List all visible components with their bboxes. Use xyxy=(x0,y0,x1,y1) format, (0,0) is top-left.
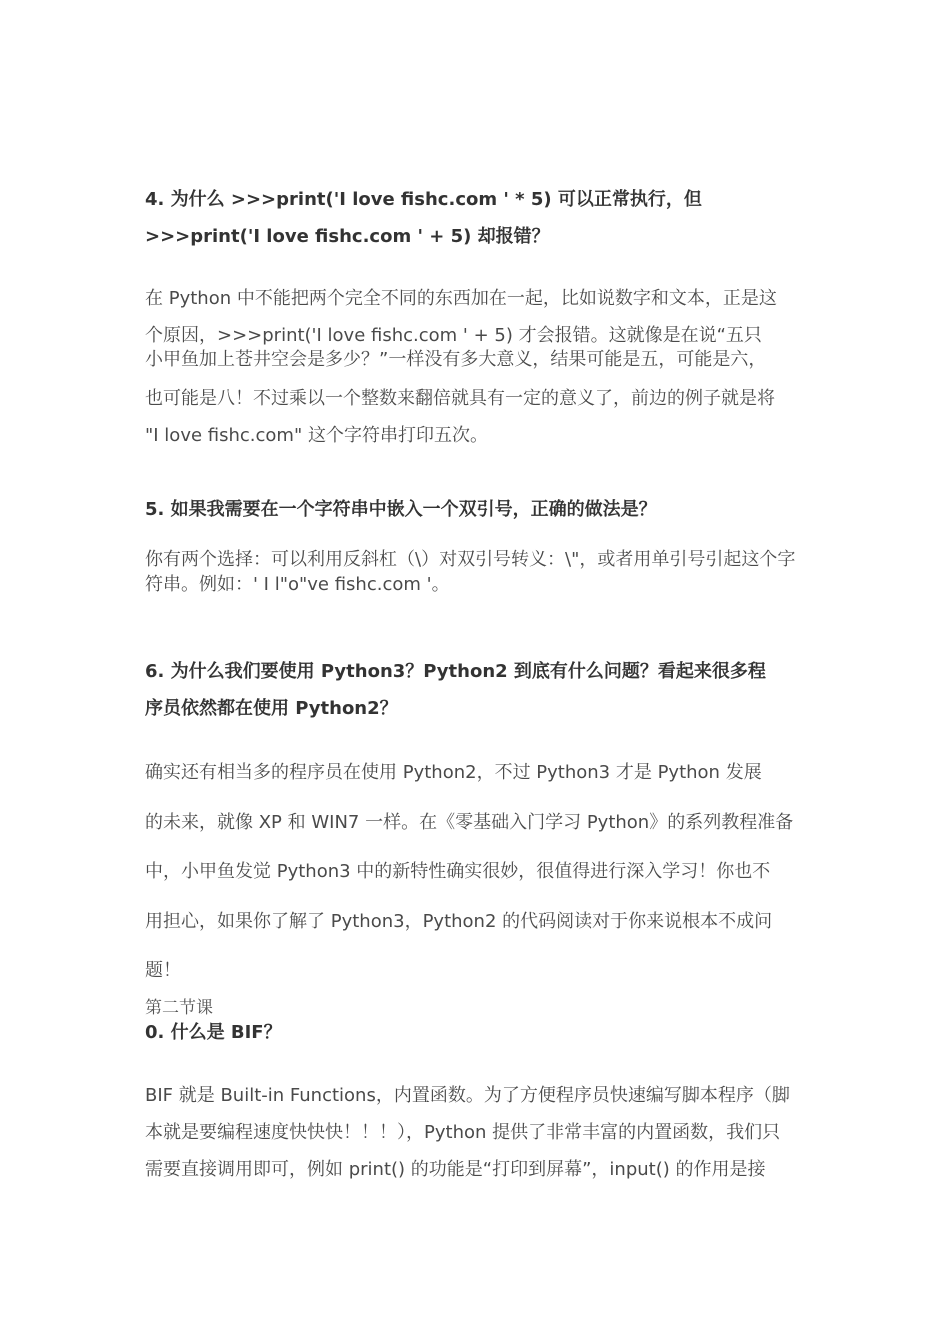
answer-5-line-2: 符串。例如：' I l"o"ve fishc.com '。 xyxy=(145,574,450,595)
question-6-line-2: 序员依然都在使用 Python2？ xyxy=(145,698,398,719)
question-5: 5. 如果我需要在一个字符串中嵌入一个双引号，正确的做法是？ xyxy=(145,499,657,520)
answer-6-line-4: 用担心，如果你了解了 Python3，Python2 的代码阅读对于你来说根本不成问 xyxy=(145,911,773,932)
answer-6-line-1: 确实还有相当多的程序员在使用 Python2，不过 Python3 才是 Python 发展 xyxy=(145,762,762,783)
answer-6-line-3: 中，小甲鱼发觉 Python3 中的新特性确实很妙，很值得进行深入学习！你也不 xyxy=(145,861,771,882)
answer-4-line-4: 也可能是八！不过乘以一个整数来翻倍就具有一定的意义了，前边的例子就是将 xyxy=(145,388,775,409)
question-4-line-2: >>>print('I love fishc.com ' + 5) 却报错？ xyxy=(145,226,550,247)
question-4-line-1: 4. 为什么 >>>print('I love fishc.com ' * 5) 可以正常执行，但 xyxy=(145,189,702,210)
question-6-line-1: 6. 为什么我们要使用 Python3？Python2 到底有什么问题？看起来很多程 xyxy=(145,661,766,682)
answer-4-line-2: 个原因，>>>print('I love fishc.com ' + 5) 才会报错。这就像是在说“五只 xyxy=(145,325,762,346)
answer-4-line-1: 在 Python 中不能把两个完全不同的东西加在一起，比如说数字和文本，正是这 xyxy=(145,288,777,309)
answer-0-line-1: BIF 就是 Built-in Functions，内置函数。为了方便程序员快速编写脚本程序（脚 xyxy=(145,1085,790,1106)
answer-6-line-5: 题！ xyxy=(145,960,181,981)
answer-6-line-2: 的未来，就像 XP 和 WIN7 一样。在《零基础入门学习 Python》的系列教程准备 xyxy=(145,812,794,833)
lesson-title: 第二节课 xyxy=(145,998,213,1018)
answer-0-line-2: 本就是要编程速度快快快！！！），Python 提供了非常丰富的内置函数，我们只 xyxy=(145,1122,781,1143)
answer-4-line-3: 小甲鱼加上苍井空会是多少？”一样没有多大意义，结果可能是五，可能是六， xyxy=(145,349,767,370)
answer-0-line-3: 需要直接调用即可，例如 print() 的功能是“打印到屏幕”，input() 的作用是接 xyxy=(145,1159,766,1180)
answer-5-line-1: 你有两个选择：可以利用反斜杠（\）对双引号转义：\"，或者用单引号引起这个字 xyxy=(145,549,796,570)
answer-4-line-5: "I love fishc.com" 这个字符串打印五次。 xyxy=(145,425,488,446)
question-0: 0. 什么是 BIF？ xyxy=(145,1022,282,1043)
